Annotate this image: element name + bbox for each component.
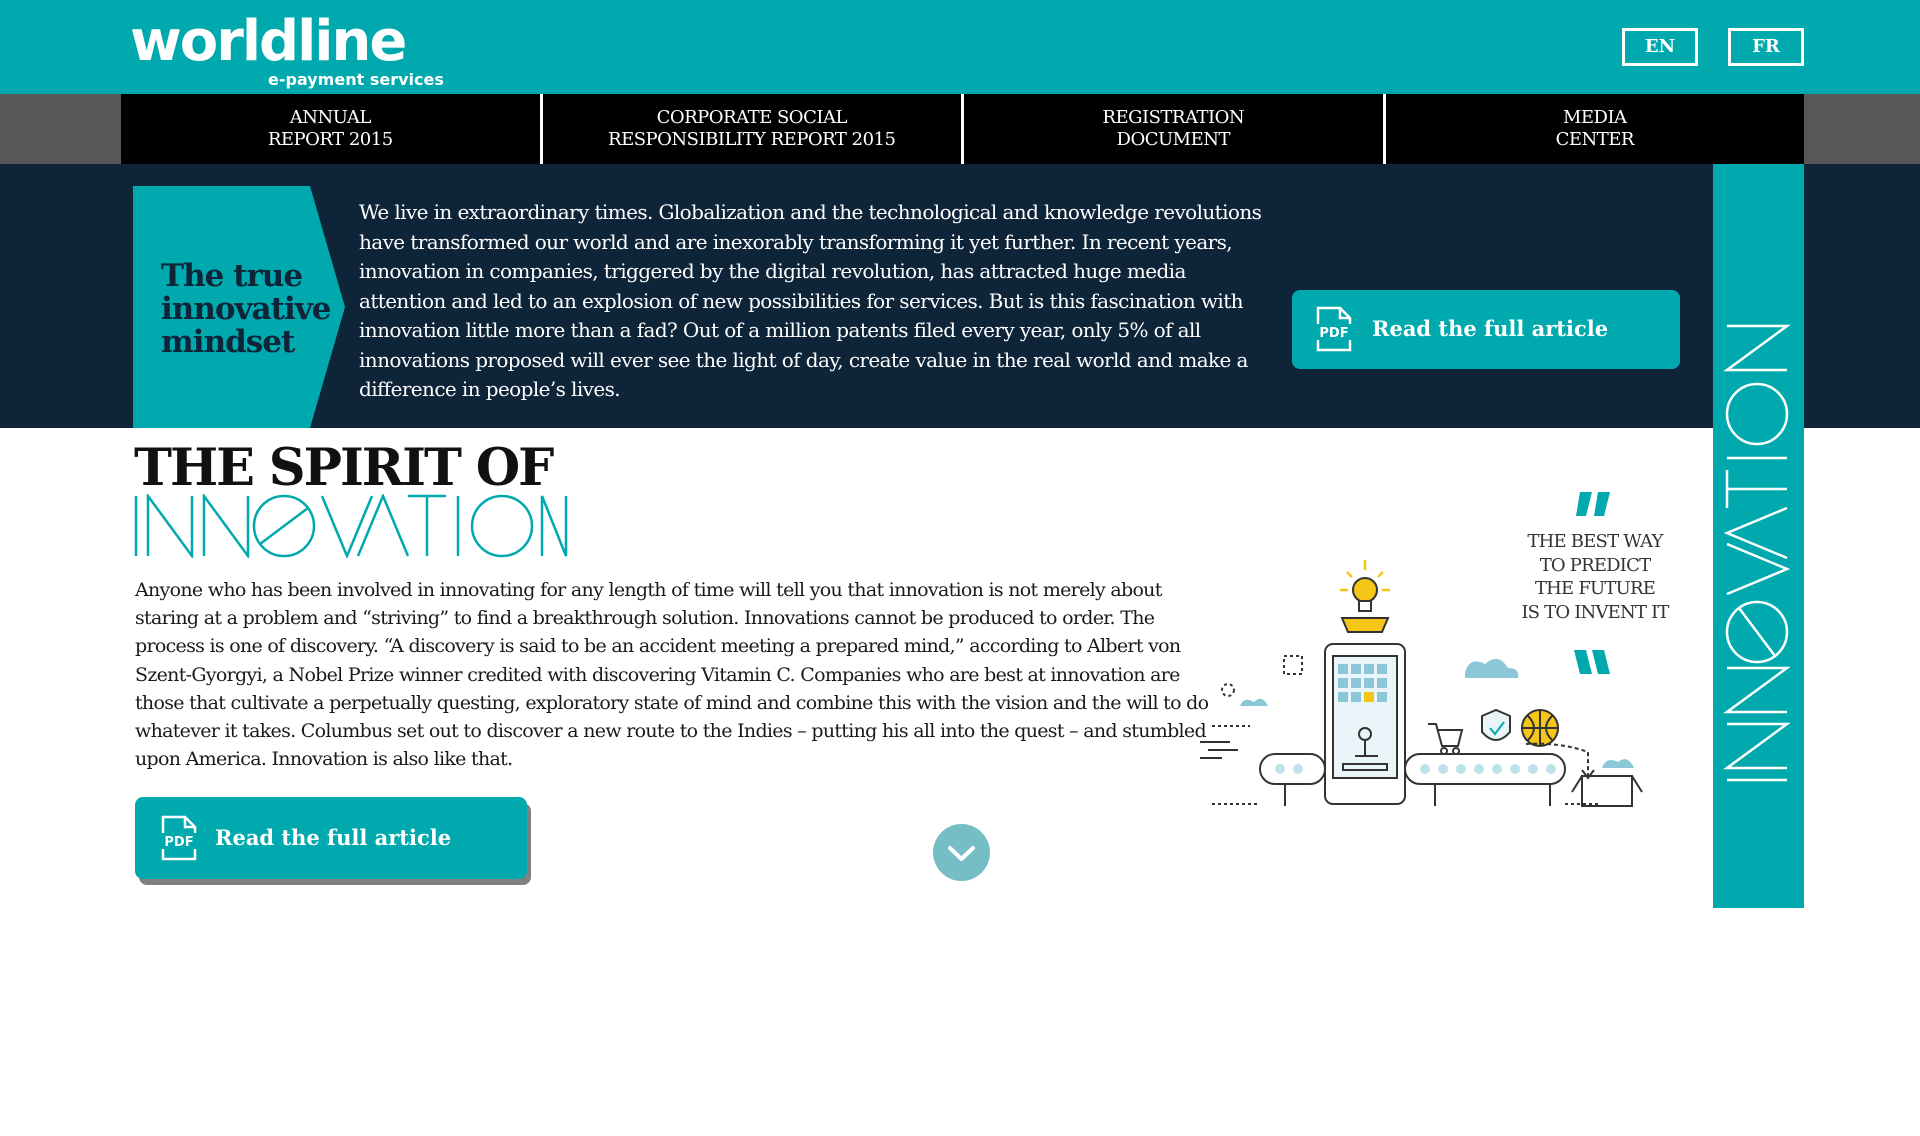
- read-full-article-button-top[interactable]: [1292, 290, 1680, 369]
- intro-tag: [133, 186, 345, 428]
- innovation-vertical-wordmark: [1713, 164, 1804, 908]
- innovation-side-banner: [1713, 164, 1804, 908]
- nav-item-registration-document[interactable]: REGISTRATION DOCUMENT: [964, 94, 1386, 164]
- pdf-icon: [159, 815, 199, 861]
- chevron-down-icon: [933, 824, 990, 881]
- worldline-logo[interactable]: [130, 9, 444, 90]
- nav-item-annual-report[interactable]: ANNUAL REPORT 2015: [121, 94, 543, 164]
- intro-paragraph: We live in extraordinary times. Globalization and the technological and knowledge revolutions have transformed our world and are inexorably transforming it yet further. In recent years, innovation in companies, triggered by the digital revolution, has attracted huge media attention and led to an explosion of new possibilities for services. But is this fascination with innovation little more than a fad? Out of a million patents filed every year, only 5% of all innovations proposed will ever see the light of day, create value in the real world and make a difference in people’s lives.: [359, 200, 1262, 401]
- quote-text: THE BEST WAY TO PREDICT THE FUTURE IS TO INVENT IT: [1521, 531, 1669, 623]
- read-full-article-label: Read the full article: [1372, 316, 1609, 341]
- main-navigation: [121, 94, 1804, 164]
- scroll-down-button[interactable]: [933, 824, 990, 881]
- nav-item-media-center[interactable]: MEDIA CENTER: [1555, 107, 1634, 150]
- logo-subtitle: e-payment services: [268, 70, 444, 89]
- pdf-icon: [1314, 306, 1354, 352]
- read-full-article-label: Read the full article: [215, 825, 452, 850]
- logo-wordmark: worldline: [130, 9, 406, 74]
- site-header: [0, 0, 1920, 94]
- pdf-icon-label: PDF: [1319, 326, 1349, 341]
- read-full-article-button-bottom[interactable]: [135, 797, 527, 879]
- pdf-icon-label: PDF: [164, 835, 194, 850]
- language-fr-button[interactable]: FR: [1728, 28, 1804, 66]
- nav-item-csr-report[interactable]: CORPORATE SOCIAL RESPONSIBILITY REPORT 2015: [543, 94, 965, 164]
- page-title-innovation: [134, 494, 570, 562]
- language-en-button[interactable]: EN: [1622, 28, 1698, 66]
- intro-tag-title: The true innovative mindset: [161, 258, 331, 360]
- article-body: Anyone who has been involved in innovating for any length of time will tell you that innovation is not merely about staring at a problem and “striving” to find a breakthrough solution. Innovations cannot be produced to order. The process is one of discovery. “A discovery is said to be an accident meeting a prepared mind,” according to Albert von Szent-Gyorgyi, a Nobel Prize winner credited with discovering Vitamin C. Companies who are best at innovation are those that cultivate a perpetually questing, exploratory state of mind and combine this with the vision and the will to do whatever it takes. Columbus set out to discover a new route to the Indies – putting his all into the quest – and stumbled upon America. Innovation is also like that.: [135, 579, 1209, 771]
- quote-open-icon: [1576, 492, 1612, 516]
- innovation-machine-illustration: [1200, 556, 1660, 811]
- page-title: THE SPIRIT OF: [134, 438, 553, 498]
